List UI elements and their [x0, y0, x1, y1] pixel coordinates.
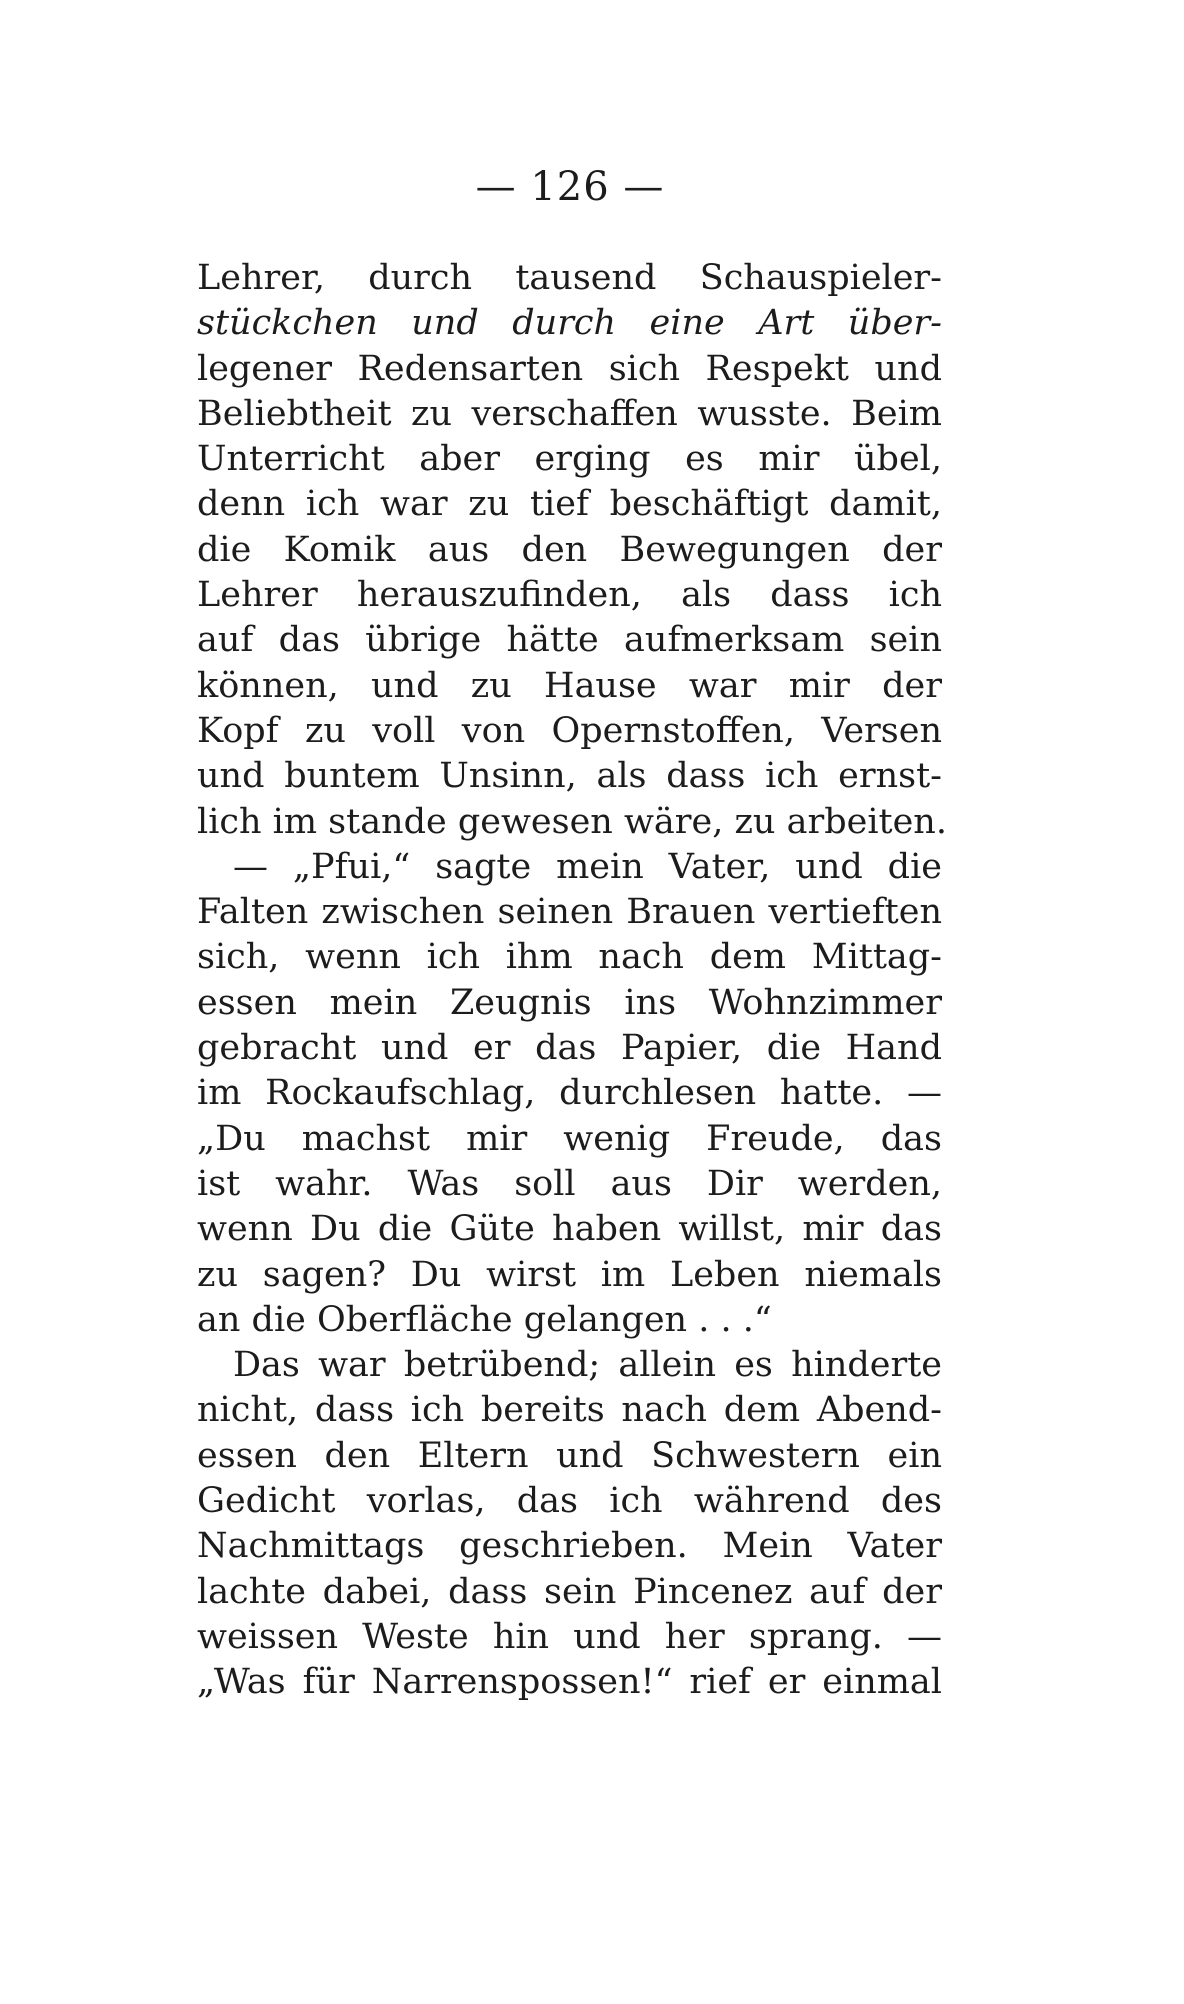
- text-line: Falten zwischen seinen Brauen vertieften: [197, 892, 942, 933]
- text-line: die Komik aus den Bewegungen der: [197, 529, 942, 570]
- text-line: legener Redensarten sich Respekt und: [197, 348, 942, 389]
- text-line: Kopf zu voll von Opernstoffen, Versen: [197, 710, 942, 751]
- text-line: Unterricht aber erging es mir übel,: [197, 439, 942, 480]
- text-line: nicht, dass ich bereits nach dem Abend-: [197, 1390, 942, 1431]
- text-line: gebracht und er das Papier, die Hand: [197, 1028, 942, 1069]
- text-line: — „Pfui,“ sagte mein Vater, und die: [233, 846, 942, 887]
- text-line: Gedicht vorlas, das ich während des: [197, 1481, 942, 1522]
- text-line: „Du machst mir wenig Freude, das: [197, 1118, 942, 1159]
- text-line: an die Oberfläche gelangen . . .“: [197, 1299, 772, 1340]
- body-text: [197, 256, 947, 1706]
- text-line: „Was für Narrenspossen!“ rief er einmal: [197, 1662, 942, 1703]
- text-line: Lehrer herauszufinden, als dass ich: [197, 575, 942, 616]
- text-line: Nachmittags geschrieben. Mein Vater: [197, 1526, 942, 1567]
- text-line: Lehrer, durch tausend Schauspieler-: [197, 258, 942, 298]
- text-line: sich, wenn ich ihm nach dem Mittag-: [197, 937, 942, 978]
- text-line: auf das übrige hätte aufmerksam sein: [197, 620, 942, 661]
- text-line: zu sagen? Du wirst im Leben niemals: [197, 1254, 942, 1295]
- text-line: ist wahr. Was soll aus Dir werden,: [197, 1163, 942, 1204]
- text-line: wenn Du die Güte haben willst, mir das: [197, 1209, 942, 1250]
- text-line: stückchen und durch eine Art über-: [197, 303, 942, 344]
- text-line: essen den Eltern und Schwestern ein: [197, 1435, 942, 1476]
- text-line: Beliebtheit zu verschaffen wusste. Beim: [197, 393, 942, 434]
- text-line: können, und zu Hause war mir der: [197, 665, 942, 706]
- text-line: Das war betrübend; allein es hinderte: [233, 1345, 942, 1386]
- text-line: essen mein Zeugnis ins Wohnzimmer: [197, 982, 942, 1023]
- text-line: lachte dabei, dass sein Pincenez auf der: [197, 1571, 942, 1612]
- text-line: im Rockaufschlag, durchlesen hatte. —: [197, 1073, 942, 1114]
- text-line: weissen Weste hin und her sprang. —: [197, 1616, 942, 1657]
- text-line: und buntem Unsinn, als dass ich ernst-: [197, 756, 942, 797]
- text-line: lich im stande gewesen wäre, zu arbeiten.: [197, 801, 947, 842]
- page-number: — 126 —: [475, 164, 665, 210]
- text-line: denn ich war zu tief beschäftigt damit,: [197, 484, 942, 525]
